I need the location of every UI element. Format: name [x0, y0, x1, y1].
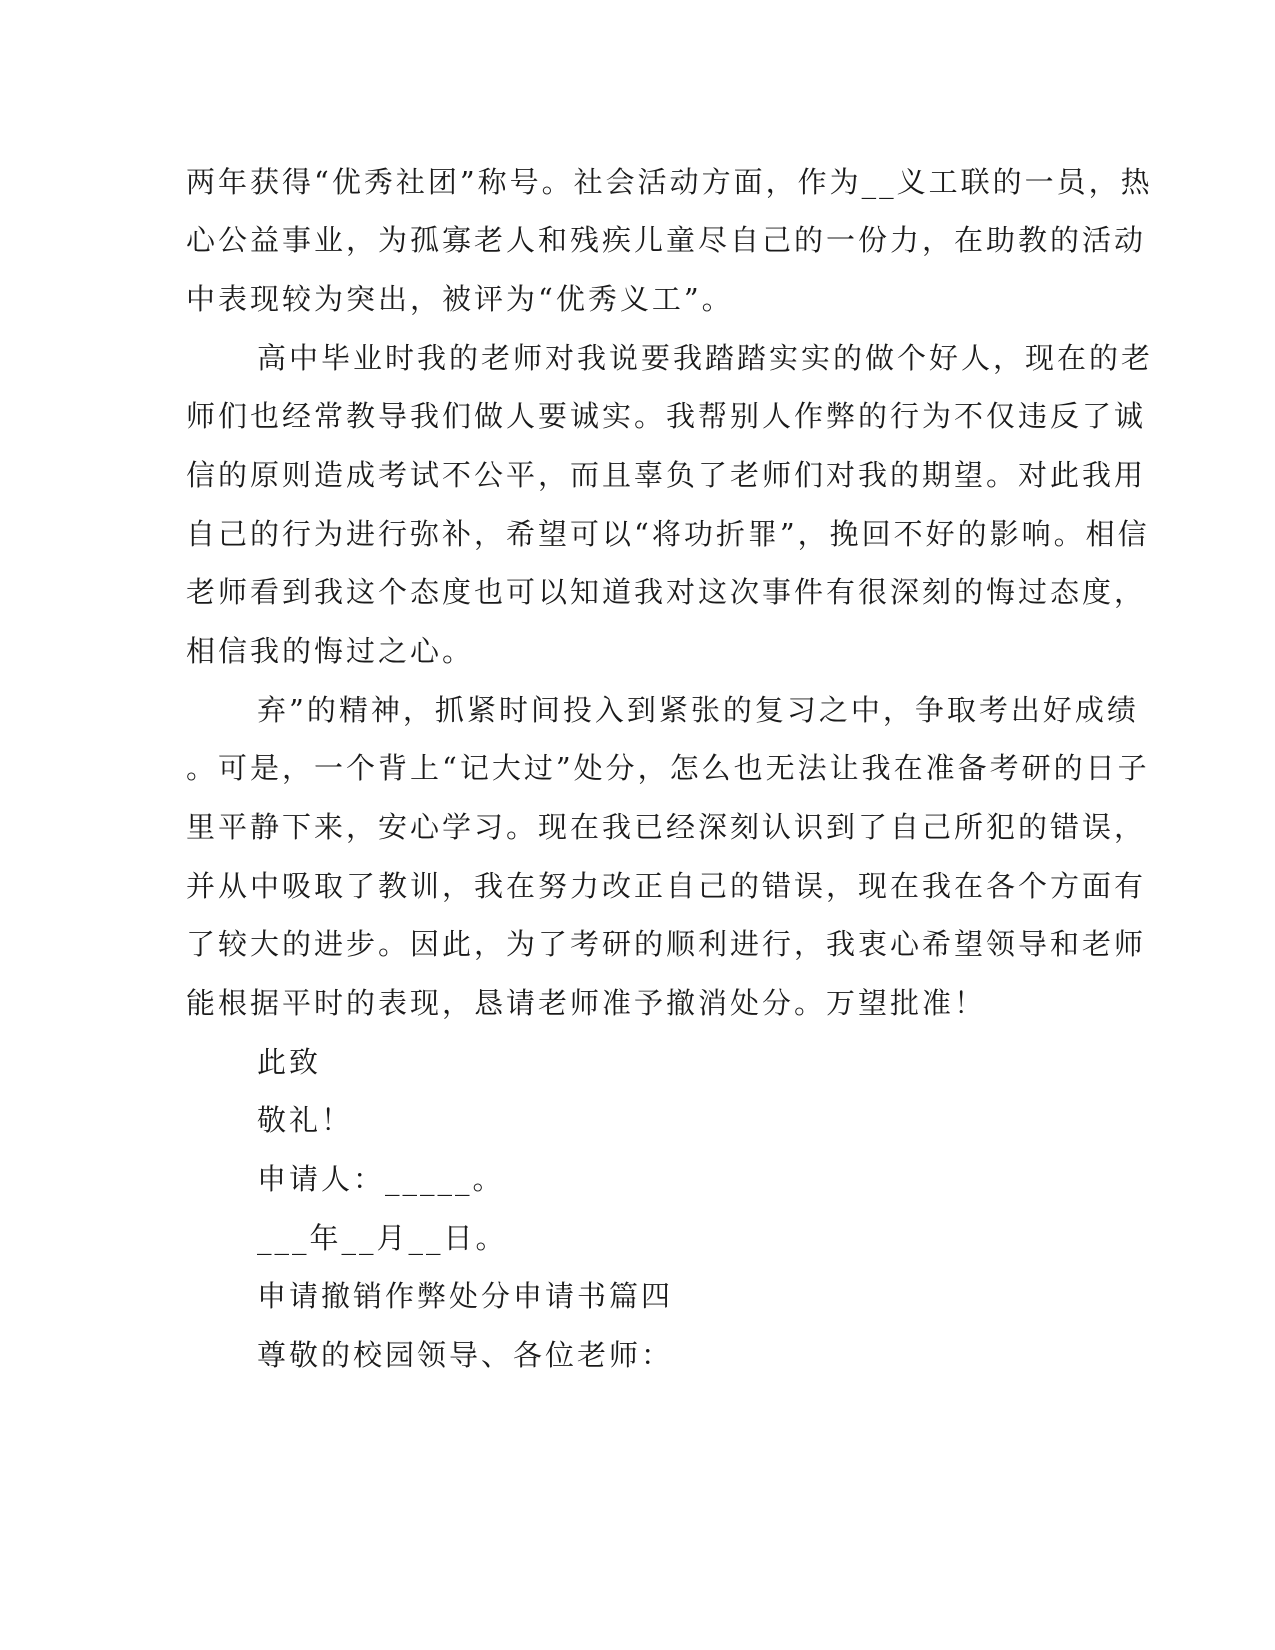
section-title: 申请撤销作弊处分申请书篇四 — [257, 1279, 674, 1313]
text-line: 了较大的进步。因此，为了考研的顺利进行，我衷心希望领导和老师 — [186, 927, 1147, 961]
text-line: 相信我的悔过之心。 — [186, 634, 475, 668]
text-line: 并从中吸取了教训，我在努力改正自己的错误，现在我在各个方面有 — [186, 869, 1147, 903]
text-line: 。可是，一个背上“记大过”处分，怎么也无法让我在准备考研的日子 — [186, 751, 1150, 785]
text-line: 里平静下来，安心学习。现在我已经深刻认识到了自己所犯的错误， — [186, 810, 1147, 844]
text-line: 老师看到我这个态度也可以知道我对这次事件有很深刻的悔过态度， — [186, 575, 1147, 609]
applicant-line: 申请人：_____。 — [257, 1162, 505, 1196]
text-line: 两年获得“优秀社团”称号。社会活动方面，作为__义工联的一员，热 — [186, 165, 1153, 199]
date-line: ___年__月__日。 — [257, 1221, 508, 1255]
text-line: 中表现较为突出，被评为“优秀义工”。 — [186, 282, 734, 316]
greeting-line: 尊敬的校园领导、各位老师： — [257, 1338, 674, 1372]
salutation-line: 此致 — [257, 1045, 322, 1079]
salutation-line: 敬礼！ — [257, 1103, 354, 1137]
text-line: 能根据平时的表现，恳请老师准予撤消处分。万望批准！ — [186, 986, 987, 1020]
text-line: 心公益事业，为孤寡老人和残疾儿童尽自己的一份力，在助教的活动 — [186, 223, 1147, 257]
text-line: 弃”的精神，抓紧时间投入到紧张的复习之中，争取考出好成绩 — [257, 693, 1139, 727]
text-line: 自己的行为进行弥补，希望可以“将功折罪”，挽回不好的影响。相信 — [186, 517, 1150, 551]
text-line: 信的原则造成考试不公平，而且辜负了老师们对我的期望。对此我用 — [186, 458, 1147, 492]
text-line: 高中毕业时我的老师对我说要我踏踏实实的做个好人，现在的老 — [257, 341, 1154, 375]
text-line: 师们也经常教导我们做人要诚实。我帮别人作弊的行为不仅违反了诚 — [186, 399, 1147, 433]
